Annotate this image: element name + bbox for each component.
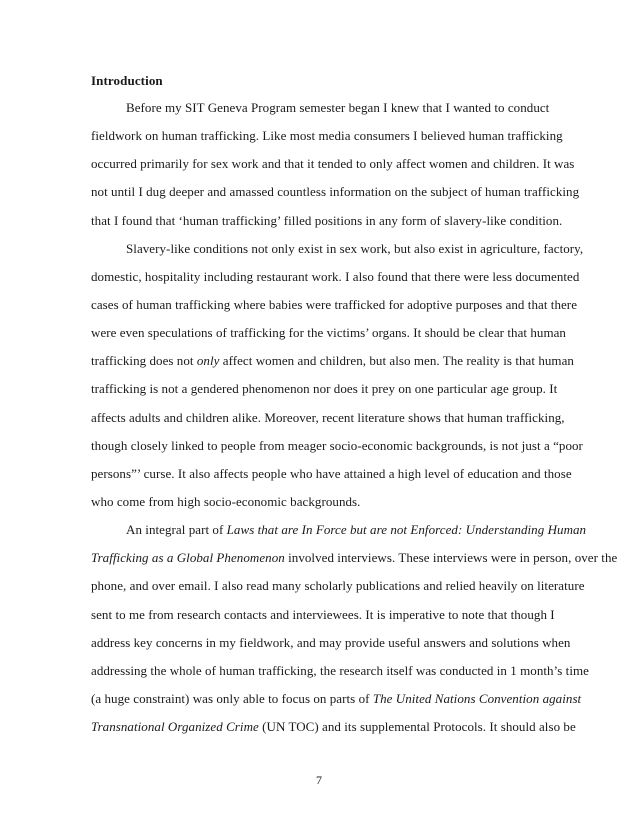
text-line [91,325,566,341]
text-segment: affects adults and children alike. Moreover, recent literature shows that human trafficking, [91,410,565,425]
text-line [91,691,581,707]
italic-text-segment: The United Nations Convention against [372,691,582,706]
text-segment: affect women and children, but also men. The reality is that human [219,353,574,368]
text-line [126,241,583,257]
text-line [91,719,576,735]
text-line [91,381,557,397]
text-line [91,269,579,285]
text-line [91,353,574,369]
text-segment: persons”’ curse. It also affects people who have attained a high level of education and those [91,466,572,481]
text-segment: addressing the whole of human trafficking, the research itself was conducted in 1 month’s time [91,663,589,678]
italic-text-segment: Trafficking as a Global Phenomenon [91,550,285,565]
text-line [91,213,562,229]
text-segment: fieldwork on human trafficking. Like most media consumers I believed human trafficking [91,128,563,143]
text-line [91,494,360,510]
text-line [91,297,577,313]
text-line [91,128,563,144]
italic-text-segment: only [196,353,220,368]
text-segment: involved interviews. These interviews were in person, over the [284,550,618,565]
text-segment: were even speculations of trafficking for the victims’ organs. It should be clear that human [91,325,566,340]
text-line [91,184,579,200]
text-segment: phone, and over email. I also read many scholarly publications and relied heavily on literature [91,578,585,593]
text-line [91,663,589,679]
page-number: 7 [316,773,322,787]
text-segment: Before my SIT Geneva Program semester began I knew that I wanted to conduct [126,100,550,115]
text-segment: An integral part of [126,522,227,537]
text-segment: (UN TOC) and its supplemental Protocols. It should also be [258,719,576,734]
text-line [91,466,572,482]
text-segment: Slavery-like conditions not only exist in sex work, but also exist in agriculture, factory, [126,241,584,256]
text-line [91,156,574,172]
text-segment: though closely linked to people from meager socio-economic backgrounds, is not just a “poor [91,438,583,453]
section-heading: Introduction [91,73,163,88]
text-segment: occurred primarily for sex work and that it tended to only affect women and children. It was [91,156,575,171]
text-segment: trafficking is not a gendered phenomenon nor does it prey on one particular age group. It [91,381,558,396]
text-segment: (a huge constraint) was only able to focus on parts of [91,691,373,706]
text-line [91,550,617,566]
text-line [91,578,585,594]
text-segment: who come from high socio-economic backgrounds. [91,494,361,509]
text-line [91,607,555,623]
text-line [126,100,549,116]
text-segment: not until I dug deeper and amassed countless information on the subject of human trafficking [91,184,580,199]
italic-text-segment: Transnational Organized Crime [91,719,259,734]
text-line [91,410,565,426]
text-segment: cases of human trafficking where babies were trafficked for adoptive purposes and that there [91,297,578,312]
text-line [91,438,583,454]
text-segment: sent to me from research contacts and interviewees. It is imperative to note that though I [91,607,555,622]
text-segment: domestic, hospitality including restaurant work. I also found that there were less documented [91,269,580,284]
text-line [91,635,570,651]
text-segment: that I found that ‘human trafficking’ filled positions in any form of slavery-like condition. [91,213,563,228]
text-line [126,522,586,538]
text-segment: trafficking does not [91,353,197,368]
text-segment: address key concerns in my fieldwork, and may provide useful answers and solutions when [91,635,571,650]
italic-text-segment: Laws that are In Force but are not Enforced: Understanding Human [226,522,587,537]
